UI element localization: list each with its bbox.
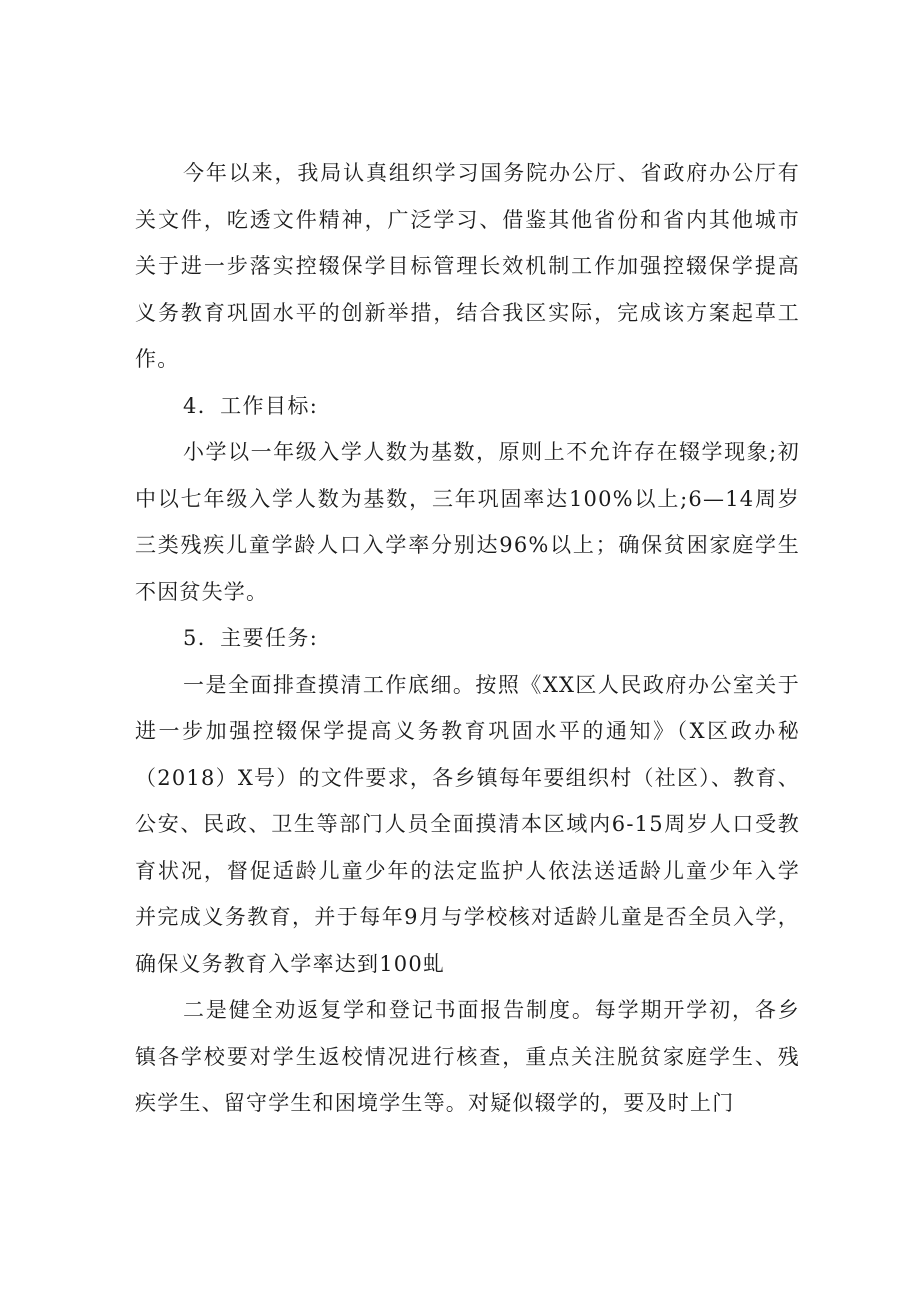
paragraph-task-two: 二是健全劝返复学和登记书面报告制度。每学期开学初，各乡镇各学校要对学生返校情况进行核查，重点关注脱贫家庭学生、残疾学生、留守学生和困境学生等。对疑似辍学的，要及时上门 — [135, 998, 800, 1115]
paragraph-work-goals: 小学以一年级入学人数为基数，原则上不允许存在辍学现象;初中以七年级入学人数为基数，三年巩固率达100%以上;6—14周岁三类残疾儿童学龄人口入学率分别达96%以上；确保贫困家庭学生不因贫失学。 — [135, 440, 800, 604]
document-body — [135, 150, 800, 1127]
paragraph-task-one: 一是全面排查摸清工作底细。按照《XX区人民政府办公室关于进一步加强控辍保学提高义务教育巩固水平的通知》（X区政办秘（2018）X号）的文件要求，各乡镇每年要组织村（社区）、教育、公安、民政、卫生等部门人员全面摸清本区域内6-15周岁人口受教育状况，督促适龄儿童少年的法定监护人依法送适龄儿童少年入学并完成义务教育，并于每年9月与学校核对适龄儿童是否全员入学，确保义务教育入学率达到100虬 — [135, 672, 800, 976]
section-heading-work-goals: 4．工作目标: — [183, 393, 319, 418]
section-heading-main-tasks: 5．主要任务: — [183, 626, 319, 650]
paragraph-intro: 今年以来，我局认真组织学习国务院办公厅、省政府办公厅有关文件，吃透文件精神，广泛学习、借鉴其他省份和省内其他城市关于进一步落实控辍保学目标管理长效机制工作加强控辍保学提高义务教育巩固水平的创新举措，结合我区实际，完成该方案起草工作。 — [135, 161, 800, 371]
